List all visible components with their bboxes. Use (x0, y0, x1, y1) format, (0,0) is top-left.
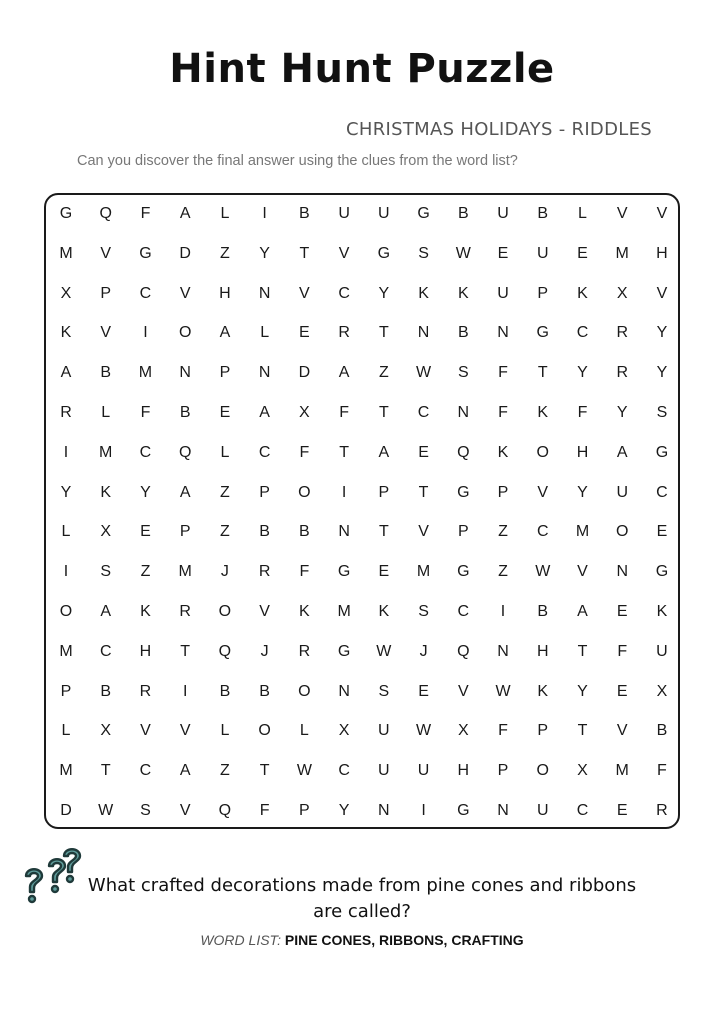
grid-cell: G (377, 244, 391, 262)
grid-cell: O (218, 603, 232, 620)
grid-cell: N (497, 802, 509, 819)
grid-cell: G (457, 483, 470, 501)
grid-cell: Q (218, 802, 232, 819)
grid-cell: V (179, 802, 191, 819)
grid-cell: E (577, 244, 588, 262)
grid-cell: C (457, 603, 470, 620)
grid-cell: U (497, 284, 509, 302)
grid-cell: O (615, 523, 629, 541)
grid-cell: I (341, 483, 347, 501)
grid-cell: W (98, 802, 114, 819)
grid-cell: N (179, 364, 191, 382)
riddle-question: What crafted decorations made from pine cones and ribbons are called? (87, 875, 637, 922)
grid-cell: K (537, 404, 549, 421)
grid-cell: K (100, 483, 112, 501)
grid-cell: E (616, 603, 628, 620)
grid-cell: G (457, 802, 470, 819)
grid-cell: T (100, 762, 111, 780)
grid-cell: X (656, 682, 668, 700)
grid-cell: T (180, 642, 191, 660)
grid-cell: C (417, 404, 430, 421)
grid-cell: X (100, 722, 112, 740)
grid-cell: X (100, 523, 112, 541)
grid-cell: Z (140, 563, 151, 581)
grid-cell: F (299, 443, 310, 461)
grid-cell: V (100, 244, 112, 262)
grid-cell: F (617, 642, 628, 660)
grid-cell: M (178, 563, 192, 581)
grid-cell: A (219, 324, 231, 342)
grid-cell: N (338, 682, 350, 700)
grid-cell: V (100, 324, 112, 342)
grid-cell: W (495, 682, 511, 700)
grid-cell: B (100, 364, 112, 382)
grid-cell: G (139, 244, 152, 262)
grid-cell: M (416, 563, 431, 581)
grid-cell: M (615, 244, 629, 262)
grid-cell: U (417, 762, 430, 780)
grid-cell: I (500, 603, 506, 620)
grid-cell: Y (656, 324, 668, 342)
grid-cell: V (616, 205, 628, 222)
grid-cell: T (378, 523, 389, 541)
grid-cell: U (616, 483, 628, 501)
grid-cell: E (140, 523, 151, 541)
word-list-label: WORD LIST: (200, 932, 281, 948)
grid-cell: M (138, 364, 153, 382)
grid-cell: E (616, 682, 628, 700)
grid-cell: T (418, 483, 429, 501)
grid-cell: Y (656, 364, 668, 382)
grid-cell: P (537, 284, 549, 302)
grid-cell: B (537, 603, 549, 620)
grid-cell: L (260, 324, 270, 342)
grid-cell: C (99, 642, 112, 660)
grid-cell: P (497, 483, 509, 501)
grid-cell: C (258, 443, 271, 461)
grid-cell: Z (378, 364, 389, 382)
grid-cell: R (258, 563, 271, 581)
grid-cell: F (498, 722, 508, 740)
grid-cell: V (179, 284, 191, 302)
grid-cell: B (259, 682, 270, 700)
grid-cell: U (378, 722, 390, 740)
grid-cell: H (219, 284, 231, 302)
grid-cell: T (537, 364, 548, 382)
grid-cell: X (60, 284, 72, 302)
grid-cell: T (378, 404, 389, 421)
grid-cell: J (260, 642, 269, 660)
grid-cell: B (299, 523, 310, 541)
grid-cell: N (258, 284, 271, 302)
grid-cell: B (656, 722, 668, 740)
grid-cell: V (179, 722, 191, 740)
grid-cell: Y (378, 284, 390, 302)
grid-cell: F (498, 364, 508, 382)
grid-cell: Z (220, 483, 230, 501)
grid-cell: W (416, 364, 432, 382)
grid-cell: Y (577, 364, 588, 382)
grid-cell: C (576, 324, 589, 342)
grid-cell: H (656, 244, 668, 262)
grid-cell: A (100, 603, 112, 620)
grid-cell: U (338, 205, 350, 222)
grid-cell: C (139, 762, 152, 780)
grid-cell: H (536, 642, 549, 660)
puzzle-subtitle: CHRISTMAS HOLIDAYS - RIDDLES (346, 119, 652, 140)
grid-cell: R (179, 603, 191, 620)
grid-cell: C (576, 802, 589, 819)
grid-cell: P (537, 722, 549, 740)
grid-cell: E (656, 523, 668, 541)
grid-cell: R (616, 364, 628, 382)
grid-cell: P (259, 483, 270, 501)
grid-cell: Q (178, 443, 192, 461)
grid-cell: H (139, 642, 152, 660)
grid-cell: V (299, 284, 310, 302)
grid-cell: R (139, 682, 152, 700)
grid-cell: E (418, 682, 429, 700)
grid-cell: P (179, 523, 191, 541)
grid-cell: P (219, 364, 231, 382)
grid-cell: Y (259, 244, 270, 262)
grid-cell: L (220, 443, 230, 461)
grid-cell: O (59, 603, 73, 620)
grid-cell: B (299, 205, 310, 222)
grid-cell: J (419, 642, 428, 660)
grid-cell: X (577, 762, 588, 780)
grid-cell: N (378, 802, 390, 819)
grid-cell: M (615, 762, 629, 780)
grid-cell: R (338, 324, 350, 342)
grid-cell: Z (498, 523, 508, 541)
grid-cell: Y (577, 682, 588, 700)
grid-cell: Z (498, 563, 508, 581)
grid-cell: V (418, 523, 429, 541)
grid-cell: J (220, 563, 229, 581)
question-marks-icon (20, 846, 88, 906)
grid-cell: Y (577, 483, 588, 501)
puzzle-title: Hint Hunt Puzzle (169, 46, 555, 92)
grid-cell: N (616, 563, 628, 581)
grid-cell: K (537, 682, 549, 700)
grid-cell: P (299, 802, 310, 819)
grid-cell: N (497, 642, 509, 660)
grid-cell: M (59, 762, 73, 780)
grid-cell: F (657, 762, 667, 780)
grid-cell: U (378, 205, 390, 222)
grid-cell: I (63, 443, 69, 461)
grid-cell: S (418, 603, 429, 620)
grid-cell: Z (220, 523, 230, 541)
grid-cell: M (337, 603, 351, 620)
grid-cell: S (100, 563, 112, 581)
grid-cell: U (536, 802, 549, 819)
grid-cell: G (337, 563, 351, 581)
grid-cell: L (299, 722, 309, 740)
grid-cell: A (60, 364, 72, 382)
grid-cell: E (378, 563, 390, 581)
grid-cell: B (219, 682, 231, 700)
grid-cell: G (59, 205, 73, 222)
grid-cell: V (656, 205, 668, 222)
word-list-words: PINE CONES, RIBBONS, CRAFTING (284, 932, 524, 948)
grid-cell: A (179, 483, 191, 501)
grid-cell: S (418, 244, 429, 262)
word-list (0, 932, 724, 948)
grid-cell: V (656, 284, 668, 302)
grid-cell: Q (218, 642, 232, 660)
grid-cell: D (298, 364, 311, 382)
grid-cell: F (299, 563, 310, 581)
grid-cell: W (535, 563, 551, 581)
grid-cell: K (60, 324, 72, 342)
grid-cell: A (179, 205, 191, 222)
grid-cell: O (258, 722, 271, 740)
grid-cell: T (577, 642, 588, 660)
grid-cell: V (338, 244, 350, 262)
grid-cell: A (616, 443, 628, 461)
grid-cell: E (616, 802, 628, 819)
grid-cell: Z (220, 762, 230, 780)
grid-cell: A (259, 404, 270, 421)
grid-cell: A (378, 443, 390, 461)
grid-cell: E (299, 324, 310, 342)
grid-cell: P (378, 483, 390, 501)
grid-cell: Q (457, 642, 470, 660)
grid-cell: B (100, 682, 112, 700)
grid-cell: O (298, 483, 311, 501)
grid-cell: O (178, 324, 192, 342)
grid-cell: D (60, 802, 72, 819)
grid-cell: E (497, 244, 509, 262)
grid-cell: Q (457, 443, 470, 461)
grid-cell: P (100, 284, 112, 302)
grid-cell: S (656, 404, 668, 421)
grid-cell: Y (616, 404, 628, 421)
grid-cell: V (616, 722, 628, 740)
grid-cell: N (497, 324, 509, 342)
grid-cell: P (60, 682, 72, 700)
grid-cell: X (457, 722, 469, 740)
puzzle-instruction: Can you discover the final answer using the clues from the word list? (77, 153, 518, 169)
grid-cell: W (455, 244, 471, 262)
grid-cell: G (655, 563, 669, 581)
grid-cell: R (60, 404, 72, 421)
grid-cell: C (139, 284, 152, 302)
grid-cell: C (139, 443, 152, 461)
grid-cell: G (536, 324, 549, 342)
grid-cell: V (140, 722, 151, 740)
grid-cell: V (457, 682, 469, 700)
grid-cell: G (457, 563, 470, 581)
grid-cell: L (61, 722, 71, 740)
grid-cell: K (656, 603, 668, 620)
grid-cell: R (656, 802, 668, 819)
grid-cell: A (179, 762, 191, 780)
grid-cell: H (457, 762, 470, 780)
grid-cell: I (182, 682, 188, 700)
grid-cell: X (616, 284, 628, 302)
grid-cell: S (140, 802, 151, 819)
grid-cell: A (338, 364, 350, 382)
grid-cell: I (143, 324, 148, 342)
grid-cell: C (656, 483, 668, 501)
grid-cell: K (299, 603, 310, 620)
grid-cell: D (179, 244, 191, 262)
grid-cell: F (339, 404, 349, 421)
grid-cell: O (298, 682, 311, 700)
grid-cell: L (101, 404, 111, 421)
grid-cell: U (378, 762, 390, 780)
grid-cell: M (59, 244, 73, 262)
grid-cell: R (298, 642, 311, 660)
grid-cell: F (498, 404, 508, 421)
grid-cell: Y (140, 483, 151, 501)
grid-cell: S (457, 364, 469, 382)
grid-cell: G (417, 205, 430, 222)
grid-cell: M (99, 443, 113, 461)
grid-cell: N (417, 324, 430, 342)
letter-grid (44, 193, 680, 829)
grid-cell: F (577, 404, 588, 421)
grid-cell: W (416, 722, 432, 740)
grid-cell: R (616, 324, 628, 342)
grid-cell: N (457, 404, 470, 421)
grid-cell: C (338, 284, 350, 302)
grid-cell: T (299, 244, 310, 262)
grid-cell: Y (60, 483, 72, 501)
grid-cell: V (259, 603, 270, 620)
grid-cell: U (536, 244, 549, 262)
grid-cell: L (578, 205, 587, 222)
grid-cell: X (338, 722, 350, 740)
grid-cell: K (497, 443, 509, 461)
grid-cell: B (179, 404, 191, 421)
grid-cell: S (378, 682, 390, 700)
grid-cell: M (575, 523, 590, 541)
grid-cell: Y (338, 802, 350, 819)
grid-cell: F (140, 205, 151, 222)
grid-cell: W (376, 642, 392, 660)
grid-cell: W (296, 762, 312, 780)
grid-cell: G (655, 443, 669, 461)
grid-cell: B (457, 324, 469, 342)
grid-cell: U (656, 642, 668, 660)
grid-cell: L (220, 205, 230, 222)
grid-cell: B (457, 205, 469, 222)
grid-cell: I (421, 802, 426, 819)
grid-cell: T (378, 324, 389, 342)
grid-cell: B (259, 523, 270, 541)
grid-cell: T (339, 443, 349, 461)
grid-cell: N (258, 364, 271, 382)
grid-cell: U (497, 205, 509, 222)
grid-cell: I (63, 563, 69, 581)
grid-cell: O (536, 762, 549, 780)
grid-cell: Z (220, 244, 230, 262)
grid-cell: P (497, 762, 509, 780)
grid-cell: G (337, 642, 351, 660)
grid-cell: E (418, 443, 429, 461)
grid-cell: L (220, 722, 230, 740)
grid-cell: A (577, 603, 588, 620)
grid-cell: C (536, 523, 549, 541)
grid-cell: K (140, 603, 151, 620)
grid-cell: M (59, 642, 73, 660)
grid-cell: K (418, 284, 429, 302)
grid-cell: B (537, 205, 549, 222)
grid-cell: V (537, 483, 549, 501)
grid-cell: F (140, 404, 151, 421)
grid-cell: I (262, 205, 267, 222)
grid-cell: H (576, 443, 589, 461)
grid-cell: L (61, 523, 71, 541)
grid-cell: K (577, 284, 588, 302)
grid-cell: X (299, 404, 310, 421)
grid-cell: K (378, 603, 390, 620)
grid-cell: T (259, 762, 270, 780)
grid-cell: E (219, 404, 231, 421)
grid-cell: V (577, 563, 588, 581)
grid-cell: O (536, 443, 549, 461)
grid-cell: C (338, 762, 350, 780)
grid-cell: P (457, 523, 469, 541)
grid-cell: K (457, 284, 469, 302)
grid-cell: N (338, 523, 350, 541)
grid-cell: F (259, 802, 270, 819)
grid-cell: T (577, 722, 588, 740)
grid-cell: Q (99, 205, 112, 222)
